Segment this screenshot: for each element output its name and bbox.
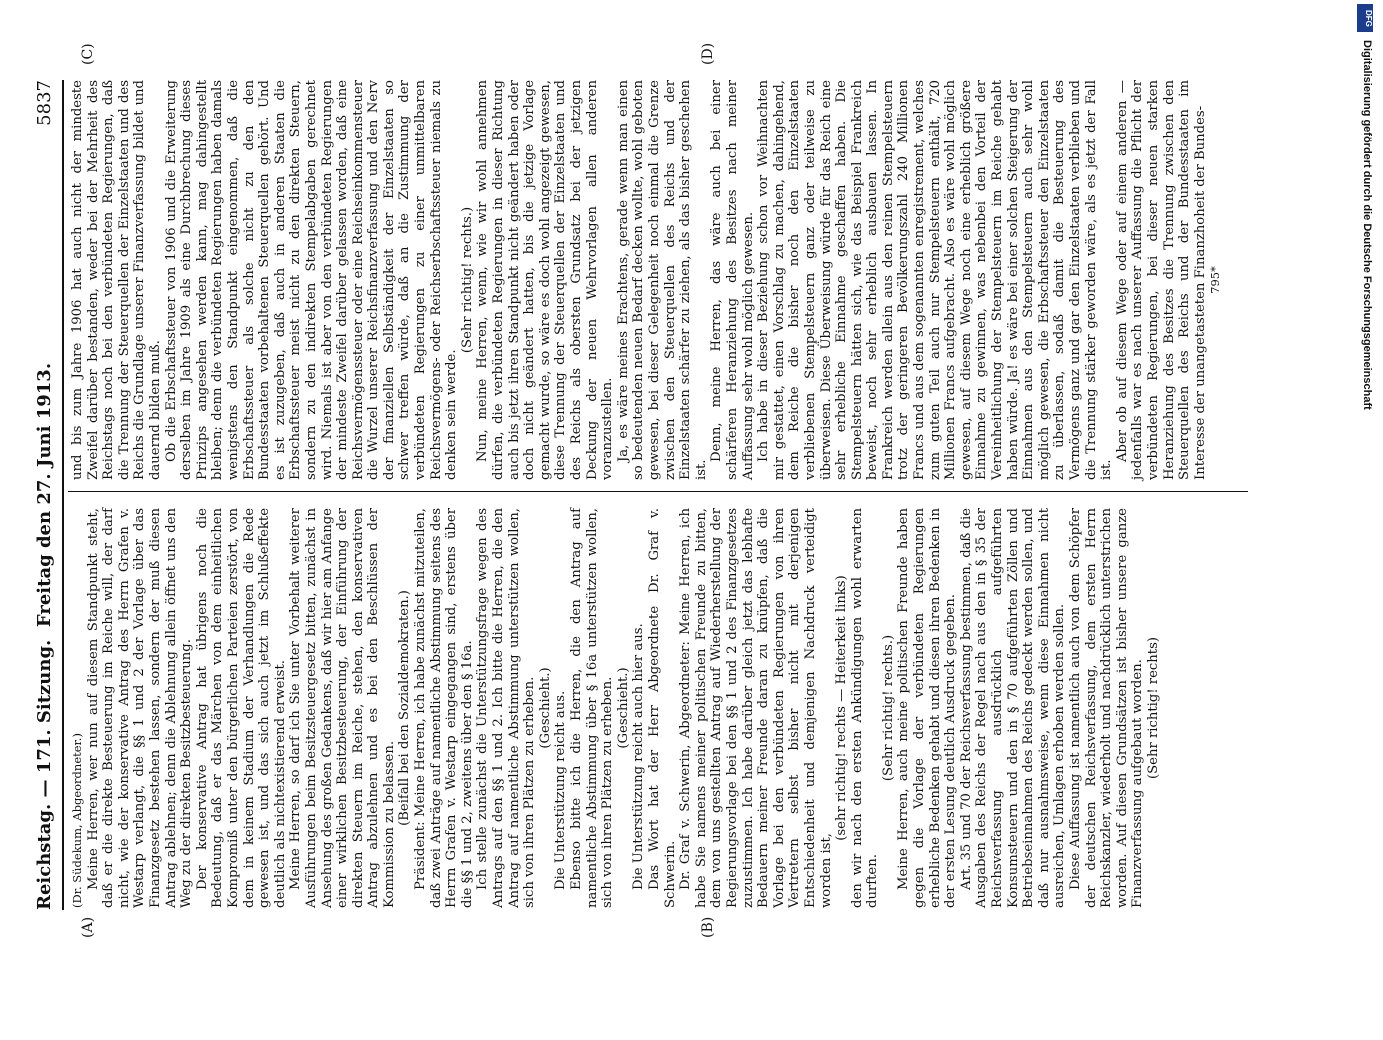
- paragraph: den wir nach den ersten Ankündigungen wohl erwarten durften.: [849, 508, 881, 908]
- reaction: (Geschieht.): [537, 667, 553, 749]
- paragraph: Aber ob auf diesem Wege oder auf einem anderen — jedenfalls war es nach unserer Auffassung die Pflicht der verbündeten Regierungen, bei dieser neuen starken Heranziehung des Besitzes die Trennung zwischen den Steuerquellen des Reichs und der Bundesstaaten im Interesse der unangetasteten Finanzhoheit der Bundes-: [1114, 80, 1208, 480]
- paragraph: Ich stelle zunächst die Unterstützungsfrage wegen des Antrags auf den §§ 1 und 2. Ich bitte die Herren, die den Antrag auf namentliche Abstimmung unterstützen wollen, sich von ihren Plätzen zu erheben.: [475, 508, 538, 908]
- header-date: Freitag den 27. Juni 1913.: [34, 362, 55, 628]
- right-column: [70, 80, 1224, 480]
- paragraph: Nun, meine Herren, wenn, wie wir wohl annehmen dürfen, die verbündeten Regierungen in dieser Richtung auch bis jetzt ihren Standpunkt nicht geändert haben oder doch nicht geändert hatten, bis die jetzige Vorlage gemacht wurde, so wäre es doch wohl angezeigt gewesen, diese Trennung der Steuerquellen der Einzelstaaten und des Reichs als obersten Grundsatz bei der jetzigen Deckung der neuen Wehrvorlagen allen anderen voranzustellen.: [475, 80, 616, 480]
- paragraph: Art. 35 und 70 der Reichsverfassung bestimmen, daß die Ausgaben des Reichs der Regel nach aus den in § 35 der Reichsverfassung ausdrücklich aufgeführten Konsumsteuern und den in § 70 aufgeführten Zöllen und Betriebseinnahmen des Reichs gedeckt werden sollen, und daß nur ausnahmsweise, wenn diese Einnahmen nicht ausreichen, Umlagen erhoben werden sollen.: [958, 508, 1068, 908]
- paragraph: Die Unterstützung reicht auch hier aus.: [631, 623, 647, 890]
- header-rule: [62, 80, 64, 910]
- header-session: Reichstag. — 171. Sitzung.: [34, 639, 55, 910]
- reaction: (Beifall bei den Sozialdemokraten.): [397, 590, 413, 826]
- header-page-number: 5837: [34, 80, 55, 126]
- left-column: [70, 508, 1162, 908]
- page-mark: 795*: [1208, 266, 1223, 294]
- reaction: (Geschieht.): [615, 667, 631, 749]
- margin-letter-d: (D): [700, 42, 716, 65]
- column-rule: [68, 491, 1248, 492]
- paragraph: Diese Auffassung ist namentlich auch von dem Schöpfer der deutschen Reichsverfassung, dem ersten Herrn Reichskanzler, wiederholt und nachdrücklich unterstrichen worden. Auf diesen Grundsätzen ist bisher unsere ganze Finanzverfassung aufgebaut worden.: [1068, 508, 1146, 908]
- paragraph: Ich habe in dieser Beziehung schon vor Weihnachten mir gestattet, einen Vorschlag zu machen, dahingehend, dem Reiche die bisher noch den Einzelstaaten verbliebenen Stempelsteuern ganz oder teilweise zu überweisen. Diese Überweisung würde für das Reich eine sehr erhebliche Einnahme geschaffen haben. Die Stempelsteuern hätten sich, wie das Beispiel Frankreich beweist, noch sehr erheblich ausbauen lassen. In Frankreich werden allein aus den reinen Stempelsteuern trotz der geringeren Bevölkerungszahl 240 Millionen Francs und aus dem sogenannten enregistrement, welches zum guten Teil auch nur Stempelsteuern enthält, 720 Millionen Francs aufgebracht. Also es wäre wohl möglich gewesen, auf diesem Wege noch eine erheblich größere Einnahme zu gewinnen, was nebenbei den Vorteil der Vereinheitlichung der Stempelsteuern im Reiche gehabt haben würde. Ja! es wäre bei einer solchen Steigerung der Einnahmen aus den Stempelsteuern auch sehr wohl möglich gewesen, die Erbschaftssteuer den Einzelstaaten zu überlassen, sodaß damit die Besteuerung des Vermögens ganz und gar den Einzelstaaten verblieben und die Trennung stärker geworden wäre, als es jetzt der Fall ist.: [756, 80, 1115, 480]
- margin-letter-b: (B): [700, 916, 716, 938]
- paragraph: Die Unterstützung reicht aus.: [553, 690, 569, 890]
- reaction: (Sehr richtig! rechts.): [459, 206, 475, 354]
- paragraph: Meine Herren, wer nun auf diesem Standpunkt steht, daß er die direkte Besteuerung im Reiche will, der darf nicht, wie der konservative Antrag des Herrn Grafen v. Westarp verlangt, die §§ 1 und 2 der Vorlage über das Finanzgesetz bestehen lassen, sondern der muß diesen Antrag ablehnen; denn die Ablehnung allein öffnet uns den Weg zu der direkten Besitzbesteuerung.: [85, 508, 195, 908]
- reaction: (Sehr richtig! rechts.): [880, 634, 896, 782]
- margin-letter-a: (A): [80, 916, 96, 938]
- paragraph: Präsident: Meine Herren, ich habe zunächst mitzuteilen, daß zwei Anträge auf namentliche Abstimmung seitens des Herrn Grafen v. Westarp eingegangen sind, erstens über die §§ 1 und 2, zweitens über den § 16a.: [413, 508, 475, 908]
- paragraph: Der konservative Antrag hat übrigens noch die Bedeutung, daß er das Märchen von dem einheitlichen Kompromiß unter den bürgerlichen Parteien zerstört, von dem in keinem Stadium der Verhandlungen die Rede gewesen ist, und das sich auch jetzt im Schlußeffekte deutlich als nichtexistierend erweist.: [194, 508, 288, 908]
- dfg-logo: DFG: [1357, 4, 1373, 32]
- reaction: (sehr richtig! rechts — Heiterkeit links): [834, 575, 850, 841]
- speaker-note: (Dr. Südekum, Abgeordneter.): [70, 733, 84, 908]
- digitization-sidebar: [1353, 0, 1377, 1000]
- paragraph: Meine Herren, so darf ich Sie unter Vorbehalt weiterer Ausführungen beim Besitzsteuergesetz bitten, zunächst in Ansehung des großen Gedankens, daß wir hier am Anfange einer wirklichen Besitzbesteuerung, der Einführung der direkten Steuern im Reiche, stehen, den konservativen Antrag abzulehnen und es bei den Beschlüssen der Kommission zu belassen.: [288, 508, 397, 908]
- paragraph: Dr. Graf v. Schwerin, Abgeordneter: Meine Herren, ich habe Sie namens meiner politischen Freunde zu bitten, dem von uns gestellten Antrag auf Wiederherstellung der Regierungsvorlage bei den §§ 1 und 2 des Finanzgesetzes zuzustimmen. Ich habe darüber gleich jetzt das lebhafte Bedauern meiner Freunde daran zu knüpfen, daß die Vorlage bei den verbündeten Regierungen von ihren Vertretern selbst bisher nicht mit derjenigen Entschiedenheit und demjenigen Nachdruck verteidigt worden ist,: [678, 508, 834, 908]
- margin-letter-c: (C): [80, 43, 96, 65]
- digitization-credit: Digitalisierung gefördert durch die Deutsche Forschungsgemeinschaft: [1361, 40, 1373, 410]
- paragraph: Ob die Erbschaftssteuer von 1906 und die Erweiterung derselben im Jahre 1909 als eine Durchbrechung dieses Prinzips angesehen werden kann, mag dahingestellt bleiben; denn die verbündeten Regierungen haben damals wenigstens den Standpunkt eingenommen, daß die Erbschaftssteuer als solche nicht zu den den Bundesstaaten vorbehaltenen Steuerquellen gehört. Und es ist zuzugeben, daß auch in anderen Staaten die Erbschaftssteuer meist nicht zu den direkten Steuern, sondern zu den indirekten Stempelabgaben gerechnet wird. Niemals ist aber von den verbündeten Regierungen der mindeste Zweifel darüber gelassen worden, daß eine Reichsvermögenssteuer oder eine Reichseinkommensteuer die Wurzel unserer Reichsfinanzverfassung und den Nerv der finanziellen Selbständigkeit der Einzelstaaten so schwer treffen würde, daß an die Zustimmung der verbündeten Regierungen zu einer unmittelbaren Reichsvermögens- oder Reichserbschaftssteuer niemals zu denken sein werde.: [163, 80, 460, 480]
- paragraph: Das Wort hat der Herr Abgeordnete Dr. Graf v. Schwerin.: [646, 508, 678, 908]
- paragraph: Denn, meine Herren, das wäre auch bei einer schärferen Heranziehung des Besitzes nach meiner Auffassung sehr wohl möglich gewesen.: [709, 80, 756, 480]
- paragraph: Meine Herren, auch meine politischen Freunde haben gegen die Vorlage der verbündeten Regierungen erhebliche Bedenken gehabt und diesen ihren Bedenken in der ersten Lesung deutlich Ausdruck gegeben.: [896, 508, 959, 908]
- paragraph: Ja, es wäre meines Erachtens, gerade wenn man einen so bedeutenden neuen Bedarf decken wollte, wohl geboten gewesen, bei dieser Gelegenheit noch einmal die Grenze zwischen den Steuerquellen des Reichs und der Einzelstaaten schärfer zu ziehen, als das bisher geschehen ist.: [615, 80, 709, 480]
- reaction: (Sehr richtig! rechts): [1145, 636, 1161, 780]
- page-header: [34, 80, 60, 910]
- paragraph: Ebenso bitte ich die Herren, die den Antrag auf namentliche Abstimmung über § 16a unterstützen wollen, sich von ihren Plätzen zu erheben.: [569, 508, 616, 908]
- paragraph: und bis zum Jahre 1906 hat auch nicht der mindeste Zweifel darüber bestanden, weder bei der Mehrheit des Reichstags noch bei den verbündeten Regierungen, daß die Trennung der Steuerquellen der Einzelstaaten und des Reichs die Grundlage unserer Finanzverfassung bildet und dauernd bilden muß.: [70, 80, 163, 480]
